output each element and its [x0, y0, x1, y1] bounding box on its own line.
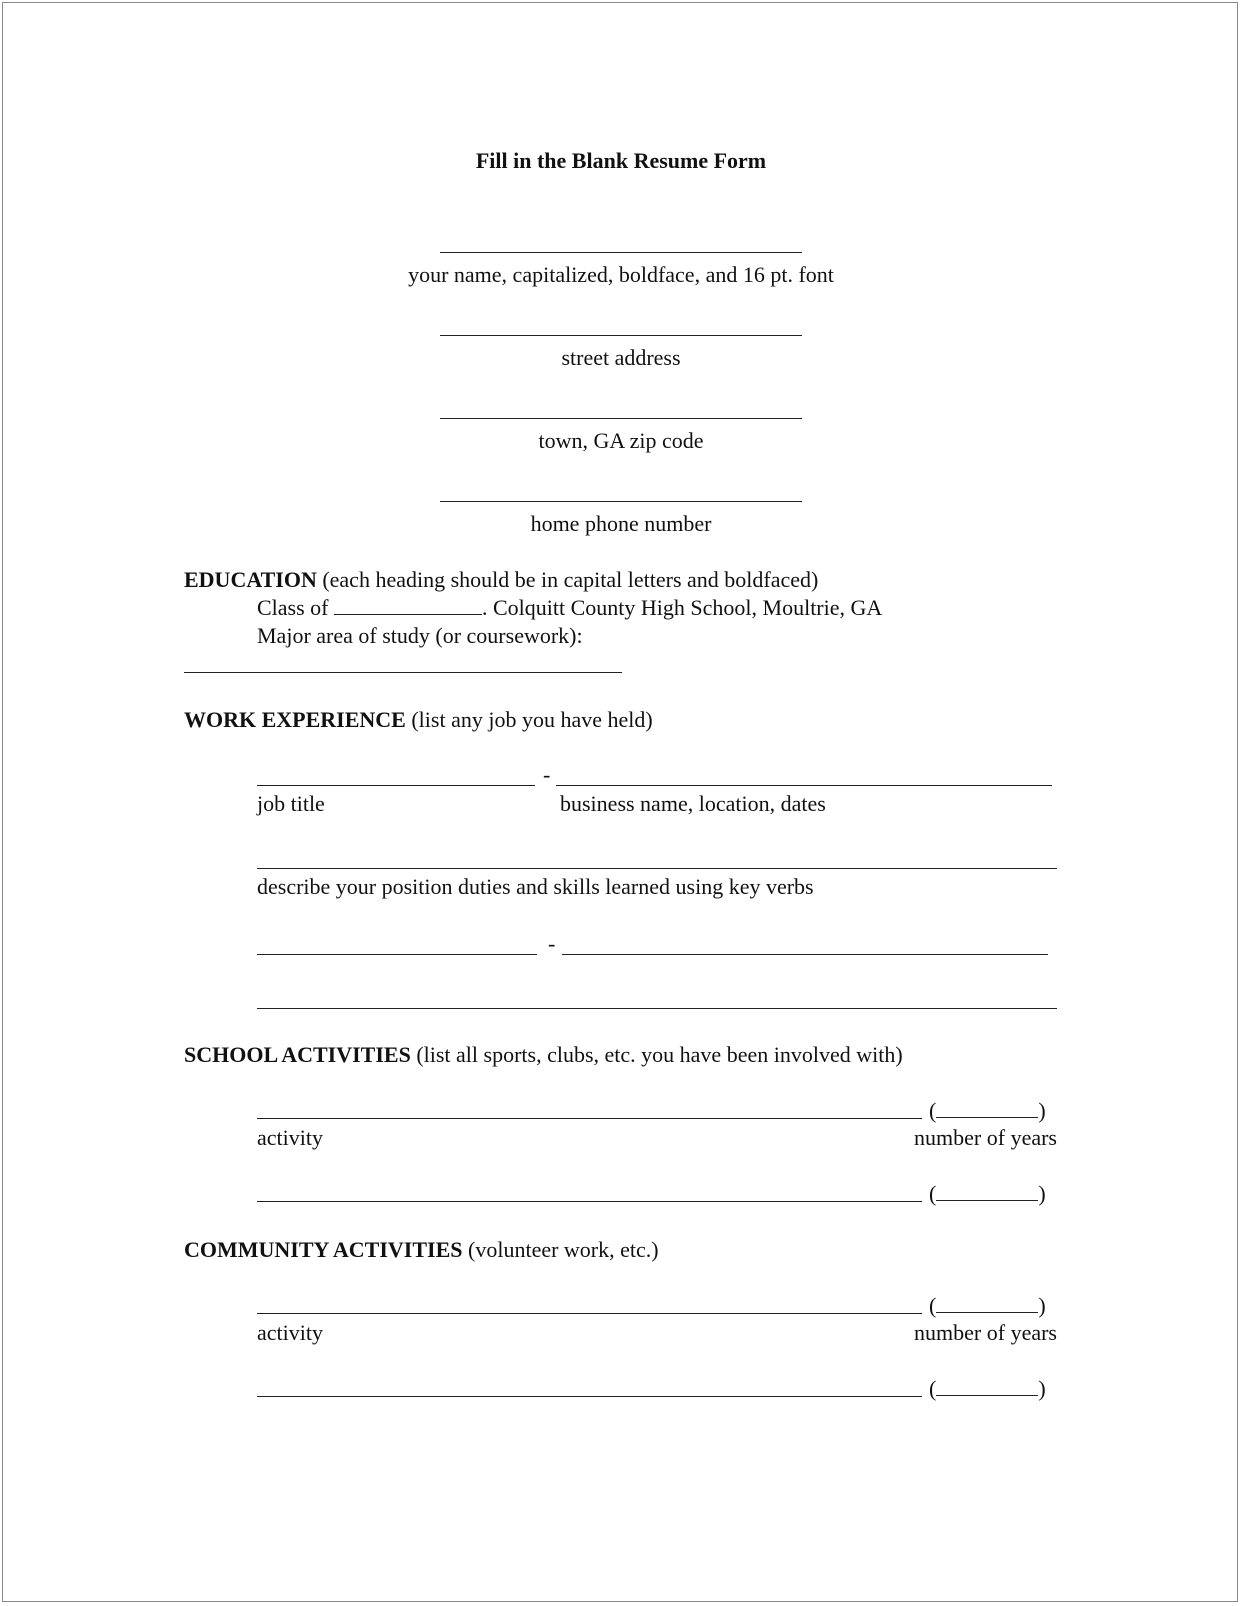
close-paren: )	[1038, 1181, 1046, 1206]
open-paren: (	[929, 1181, 937, 1206]
town-zip-label: town, GA zip code	[538, 428, 704, 453]
school-activities-heading: SCHOOL ACTIVITIES	[184, 1042, 411, 1067]
class-of-label: Class of	[257, 595, 329, 620]
school-years-blank-2[interactable]	[936, 1182, 1038, 1201]
duties-blank-2[interactable]	[257, 1008, 1057, 1009]
school-years-field-1	[929, 1098, 1046, 1124]
name-field-label: your name, capitalized, boldface, and 16 pt. font	[408, 262, 834, 287]
work-heading: WORK EXPERIENCE	[184, 707, 406, 732]
class-of-line	[257, 595, 882, 621]
education-heading: EDUCATION	[184, 567, 317, 592]
business-blank-2[interactable]	[562, 954, 1048, 955]
job-title-blank-1[interactable]	[257, 785, 535, 786]
school-years-field-2	[929, 1181, 1046, 1207]
open-paren: (	[929, 1293, 937, 1318]
phone-label: home phone number	[530, 511, 712, 536]
community-activities-section	[184, 1237, 659, 1263]
community-activity-blank-2[interactable]	[257, 1396, 922, 1397]
job-title-blank-2[interactable]	[257, 954, 537, 955]
community-years-label: number of years	[914, 1320, 1057, 1345]
school-years-blank-1[interactable]	[936, 1099, 1038, 1118]
form-title: Fill in the Blank Resume Form	[475, 148, 767, 173]
name-blank[interactable]	[440, 252, 802, 253]
community-years-field-1	[929, 1293, 1046, 1319]
major-label: Major area of study (or coursework):	[257, 623, 583, 648]
school-activity-label: activity	[257, 1125, 323, 1150]
business-label: business name, location, dates	[560, 791, 826, 816]
education-section	[184, 567, 818, 593]
class-year-blank[interactable]	[334, 596, 482, 615]
close-paren: )	[1038, 1098, 1046, 1123]
open-paren: (	[929, 1098, 937, 1123]
work-note: (list any job you have held)	[405, 707, 653, 732]
town-zip-blank[interactable]	[440, 418, 802, 419]
education-note: (each heading should be in capital letters and boldfaced)	[316, 567, 819, 592]
community-activities-note: (volunteer work, etc.)	[462, 1237, 659, 1262]
close-paren: )	[1038, 1293, 1046, 1318]
duties-label: describe your position duties and skills learned using key verbs	[257, 874, 814, 899]
business-blank-1[interactable]	[556, 785, 1052, 786]
school-years-label: number of years	[914, 1125, 1057, 1150]
community-activities-heading: COMMUNITY ACTIVITIES	[184, 1237, 463, 1262]
dash-1: -	[543, 762, 551, 787]
school-activities-section	[184, 1042, 903, 1068]
community-activity-blank-1[interactable]	[257, 1313, 922, 1314]
community-activity-label: activity	[257, 1320, 323, 1345]
close-paren: )	[1038, 1376, 1046, 1401]
work-section	[184, 707, 653, 733]
community-years-field-2	[929, 1376, 1046, 1402]
phone-blank[interactable]	[440, 501, 802, 502]
community-years-blank-1[interactable]	[936, 1294, 1038, 1313]
school-activity-blank-1[interactable]	[257, 1118, 922, 1119]
open-paren: (	[929, 1376, 937, 1401]
job-title-label: job title	[257, 791, 325, 816]
school-activity-blank-2[interactable]	[257, 1201, 922, 1202]
street-address-label: street address	[561, 345, 681, 370]
street-address-blank[interactable]	[440, 335, 802, 336]
school-activities-note: (list all sports, clubs, etc. you have been involved with)	[410, 1042, 903, 1067]
duties-blank-1[interactable]	[257, 868, 1057, 869]
major-blank[interactable]	[184, 672, 622, 673]
community-years-blank-2[interactable]	[936, 1377, 1038, 1396]
school-name: . Colquitt County High School, Moultrie, GA	[482, 595, 883, 620]
dash-2: -	[548, 931, 556, 956]
